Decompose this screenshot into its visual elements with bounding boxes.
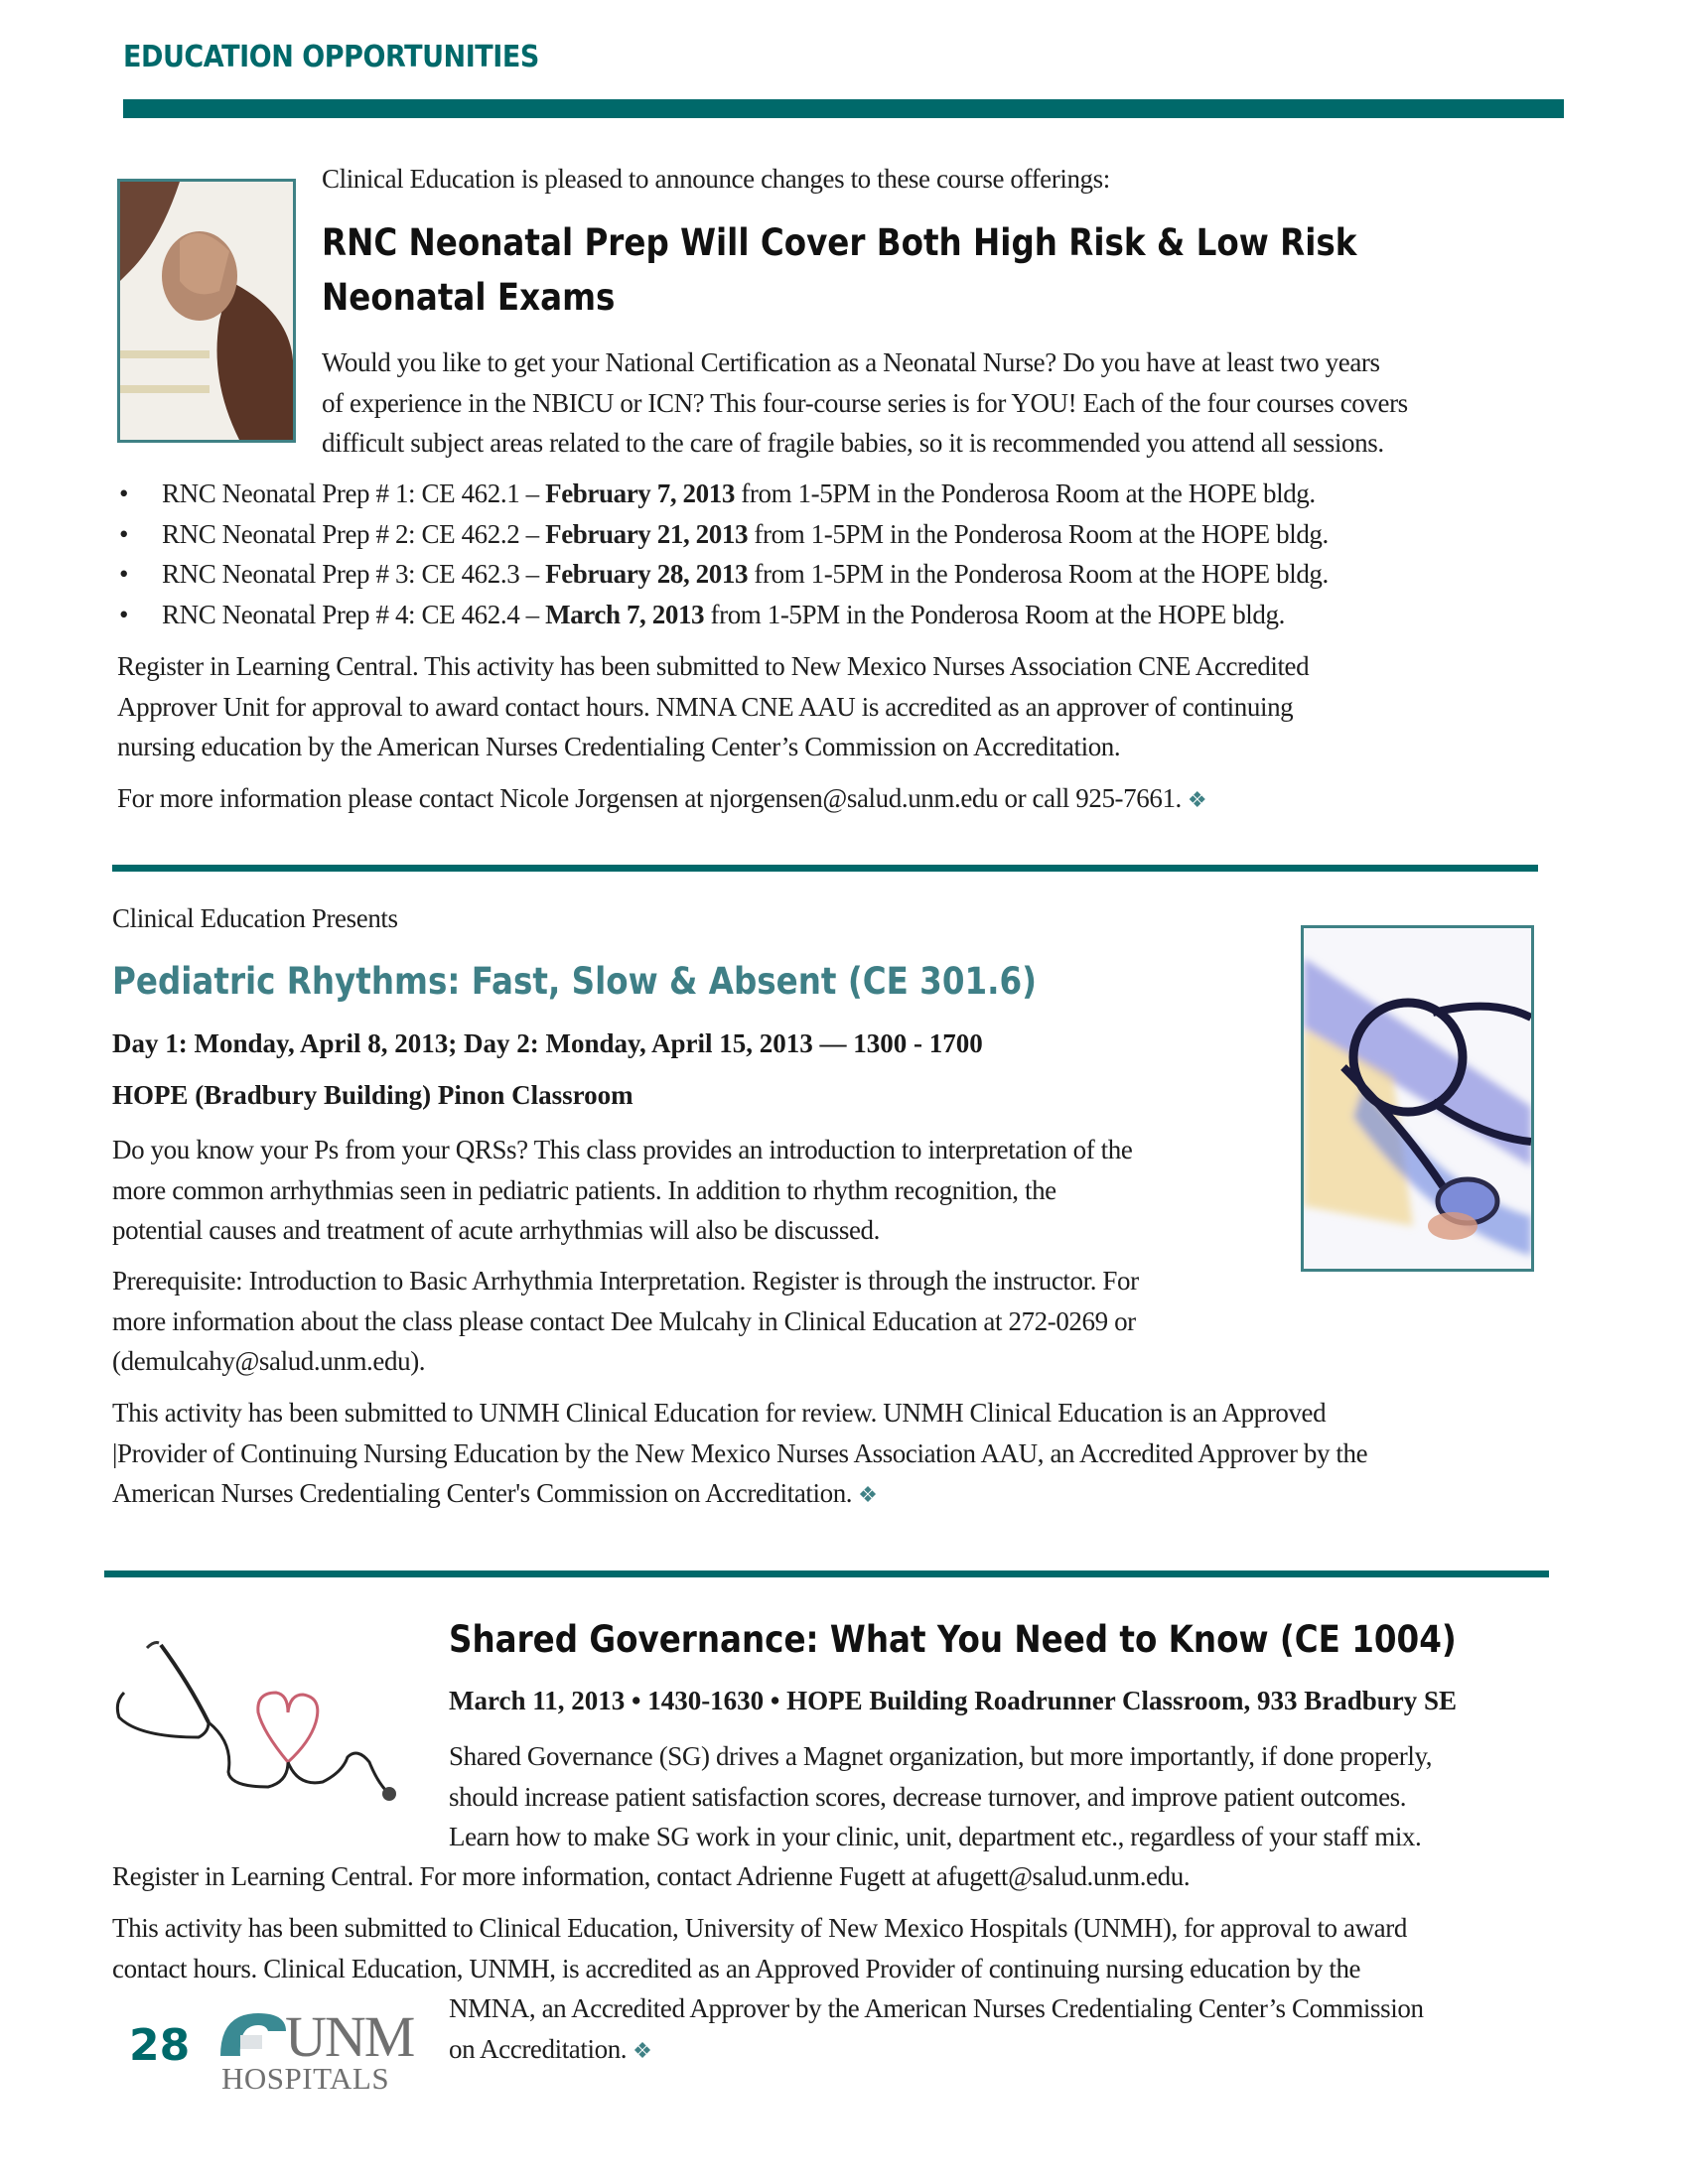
section-end-diamond-icon: ❖ <box>1187 787 1207 812</box>
heart-stethoscope-icon <box>99 1623 417 1802</box>
rnc-contact-text: For more information please contact Nicole Jorgensen at njorgensen@salud.unm.edu or call 925-7661. <box>117 783 1182 813</box>
pediatric-description-line: more common arrhythmias seen in pediatric patients. In addition to rhythm recognition, the <box>112 1174 1056 1205</box>
pediatric-description <box>112 1130 1132 1251</box>
rnc-description-line: difficult subject areas related to the care of fragile babies, so it is recommended you attend all sessions. <box>322 428 1384 458</box>
session-suffix: from 1-5PM in the Ponderosa Room at the HOPE bldg. <box>704 599 1285 629</box>
section-end-diamond-icon: ❖ <box>633 2037 652 2063</box>
rnc-description <box>322 342 1593 464</box>
pediatric-accreditation <box>112 1393 1367 1516</box>
pediatric-location: HOPE (Bradbury Building) Pinon Classroom <box>112 1080 633 1110</box>
rnc-title-line2: Neonatal Exams <box>322 276 616 319</box>
session-suffix: from 1-5PM in the Ponderosa Room at the HOPE bldg. <box>748 518 1329 549</box>
stethoscope-illustration <box>1304 928 1531 1269</box>
rnc-register-line: Register in Learning Central. This activity has been submitted to New Mexico Nurses Association CNE Accredited <box>117 651 1310 681</box>
shared-governance-register: Register in Learning Central. For more information, contact Adrienne Fugett at afugett@salud.unm.edu. <box>112 1861 1191 1891</box>
session-item <box>119 514 1329 555</box>
page-number: 28 <box>129 2020 191 2071</box>
pediatric-activity-line: |Provider of Continuing Nursing Education by the New Mexico Nurses Association AAU, an Accredited Approver by the <box>112 1437 1368 1468</box>
stethoscope-photo <box>1301 925 1534 1272</box>
session-date: February 21, 2013 <box>545 518 749 549</box>
shared-governance-details: March 11, 2013 • 1430-1630 • HOPE Building Roadrunner Classroom, 933 Bradbury SE <box>449 1686 1458 1715</box>
session-date: February 7, 2013 <box>545 478 735 508</box>
session-suffix: from 1-5PM in the Ponderosa Room at the HOPE bldg. <box>734 478 1316 508</box>
shared-governance-accreditation-cont <box>449 1988 1424 2071</box>
section-header: EDUCATION OPPORTUNITIES <box>123 40 539 74</box>
rnc-register-line: Approver Unit for approval to award contact hours. NMNA CNE AAU is accredited as an approver of continuing <box>117 691 1294 722</box>
rnc-intro: Clinical Education is pleased to announce changes to these course offerings: <box>322 164 1110 194</box>
session-prefix: RNC Neonatal Prep # 1: CE 462.1 – <box>162 478 546 508</box>
shared-governance-title: Shared Governance: What You Need to Know (CE 1004) <box>449 1618 1457 1661</box>
unm-hospitals-logo <box>213 2003 432 2098</box>
pediatric-activity-line: This activity has been submitted to UNMH Clinical Education for review. UNMH Clinical Education is an Approved <box>112 1398 1327 1428</box>
pediatric-title: Pediatric Rhythms: Fast, Slow & Absent (CE 301.6) <box>112 960 1038 1003</box>
session-item <box>119 595 1329 635</box>
pediatric-prereq-line: Prerequisite: Introduction to Basic Arrhythmia Interpretation. Register is through the instructor. For <box>112 1266 1139 1296</box>
section-divider <box>104 1570 1549 1577</box>
bullet-icon: • <box>119 599 129 629</box>
session-prefix: RNC Neonatal Prep # 2: CE 462.2 – <box>162 518 546 549</box>
shared-governance-description <box>449 1736 1432 1857</box>
pediatric-days: Day 1: Monday, April 8, 2013; Day 2: Monday, April 15, 2013 — 1300 - 1700 <box>112 1028 983 1058</box>
pediatric-presents: Clinical Education Presents <box>112 903 398 933</box>
logo-unm-text: UNM <box>285 2004 414 2069</box>
shared-governance-activity-line: NMNA, an Accredited Approver by the American Nurses Credentialing Center’s Commission <box>449 1993 1424 2023</box>
bullet-icon: • <box>119 518 129 549</box>
shared-governance-activity-line: This activity has been submitted to Clinical Education, University of New Mexico Hospitals (UNMH), for approval to award <box>112 1913 1407 1943</box>
section-divider <box>112 865 1538 872</box>
bullet-icon: • <box>119 478 129 508</box>
shared-governance-description-line: Shared Governance (SG) drives a Magnet organization, but more importantly, if done properly, <box>449 1741 1433 1771</box>
shared-governance-activity-line: contact hours. Clinical Education, UNMH, is accredited as an Approved Provider of continuing nursing education by the <box>112 1953 1361 1983</box>
logo-hospitals-text: HOSPITALS <box>221 2061 390 2096</box>
rnc-contact <box>117 778 1206 821</box>
session-prefix: RNC Neonatal Prep # 3: CE 462.3 – <box>162 559 546 589</box>
shared-governance-description-line: should increase patient satisfaction scores, decrease turnover, and improve patient outcomes. <box>449 1781 1407 1812</box>
rnc-description-line: Would you like to get your National Certification as a Neonatal Nurse? Do you have at least two years <box>322 347 1380 377</box>
unm-arch-icon <box>218 2011 288 2056</box>
pediatric-description-line: Do you know your Ps from your QRSs? This class provides an introduction to interpretation of the <box>112 1135 1133 1164</box>
session-suffix: from 1-5PM in the Ponderosa Room at the HOPE bldg. <box>748 559 1329 589</box>
pediatric-prerequisite <box>112 1261 1139 1382</box>
shared-governance-description-line: Learn how to make SG work in your clinic, unit, department etc., regardless of your staff mix. <box>449 1822 1422 1851</box>
pediatric-prereq-line: (demulcahy@salud.unm.edu). <box>112 1346 426 1376</box>
pediatric-description-line: potential causes and treatment of acute arrhythmias will also be discussed. <box>112 1215 880 1245</box>
pediatric-activity-line <box>112 1473 1367 1516</box>
shared-governance-activity-text: on Accreditation. <box>449 2033 628 2064</box>
rnc-register-line: nursing education by the American Nurses Credentialing Center’s Commission on Accreditation. <box>117 732 1121 761</box>
section-end-diamond-icon: ❖ <box>858 1482 878 1507</box>
header-divider <box>123 99 1564 118</box>
rnc-register-info <box>117 646 1309 767</box>
pediatric-activity-text: American Nurses Credentialing Center's Commission on Accreditation. <box>112 1478 853 1508</box>
pediatric-prereq-line: more information about the class please contact Dee Mulcahy in Clinical Education at 272-0269 or <box>112 1305 1136 1336</box>
bullet-icon: • <box>119 559 129 589</box>
rnc-session-list <box>119 474 1329 634</box>
shared-governance-accreditation <box>112 1908 1407 1988</box>
heart-stethoscope-drawing <box>99 1623 417 1802</box>
session-item <box>119 554 1329 595</box>
rnc-title-line1: RNC Neonatal Prep Will Cover Both High Risk & Low Risk <box>322 221 1357 264</box>
session-date: March 7, 2013 <box>545 599 705 629</box>
session-item <box>119 474 1329 514</box>
session-date: February 28, 2013 <box>545 559 749 589</box>
rnc-description-line: of experience in the NBICU or ICN? This four-course series is for YOU! Each of the four courses covers <box>322 387 1408 418</box>
newborn-hand-photo <box>117 179 296 443</box>
baby-hand-illustration <box>120 182 293 440</box>
session-prefix: RNC Neonatal Prep # 4: CE 462.4 – <box>162 599 546 629</box>
